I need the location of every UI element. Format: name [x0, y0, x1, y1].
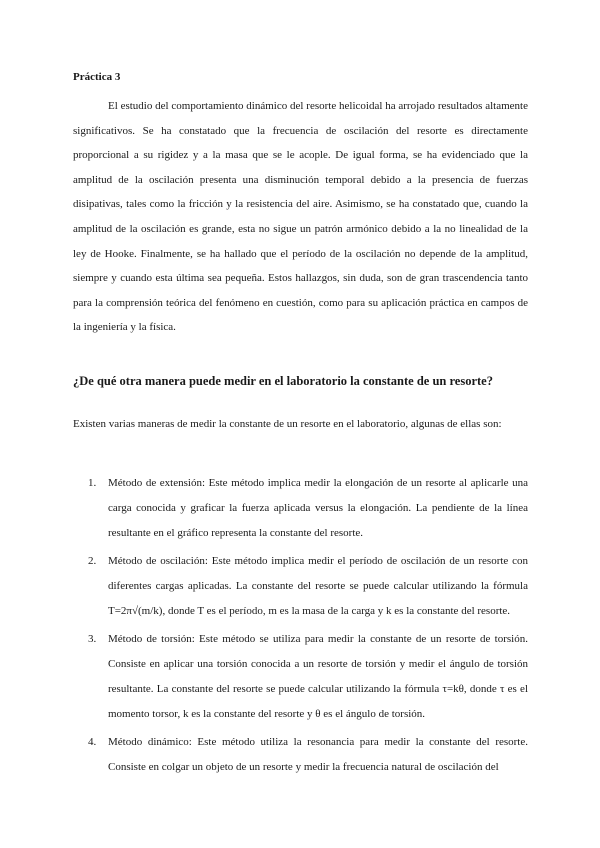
- list-number: 2.: [88, 555, 97, 567]
- intro-text: Existen varias maneras de medir la constante de un resorte en el laboratorio, algunas de ellas son:: [73, 418, 502, 430]
- list-item-text: Método de torsión: Este método se utiliza para medir la constante de un resorte de torsión. Consiste en aplicar una torsión conocida a un resorte de torsión y medir el ángulo de torsión resultante. La constante del resorte se puede calcular utilizando la fórmula τ=kθ, donde τ es el momento torsor, k es la constante del resorte y θ es el ángulo de torsión.: [108, 633, 528, 720]
- list-item: [73, 471, 528, 546]
- section-title: Práctica 3: [73, 71, 121, 83]
- methods-list: [73, 471, 528, 783]
- list-number: 1.: [88, 477, 97, 489]
- list-number: 4.: [88, 736, 97, 748]
- list-item-text: Método de extensión: Este método implica medir la elongación de un resorte al aplicarle una carga conocida y graficar la fuerza aplicada versus la elongación. La pendiente de la línea resultante en el gráfico representa la constante del resorte.: [108, 477, 528, 539]
- list-item-text: Método dinámico: Este método utiliza la resonancia para medir la constante del resorte. Consiste en colgar un objeto de un resorte y medir la frecuencia natural de oscilación del: [108, 736, 528, 773]
- question-heading: ¿De qué otra manera puede medir en el laboratorio la constante de un resorte?: [73, 374, 493, 388]
- list-item: [73, 549, 528, 624]
- conclusion-paragraph: El estudio del comportamiento dinámico del resorte helicoidal ha arrojado resultados altamente significativos. Se ha constatado que la frecuencia de oscilación del resorte es directamente proporcional a su rigidez y a la masa que se le acople. De igual forma, se ha evidenciado que la amplitud de la oscilación presenta una disminución temporal debido a la presencia de fuerzas disipativas, tales como la fricción y la resistencia del aire. Asimismo, se ha constatado que, cuando la amplitud de la oscilación es grande, esta no sigue un patrón armónico debido a la no linealidad de la ley de Hooke. Finalmente, se ha hallado que el período de la oscilación no depende de la amplitud, siempre y cuando esta última sea pequeña. Estos hallazgos, sin duda, son de gran trascendencia tanto para la comprensión teórica del fenómeno en cuestión, como para su aplicación práctica en campos de la ingeniería y la física.: [73, 100, 528, 334]
- list-item: [73, 730, 528, 780]
- list-item-text: Método de oscilación: Este método implica medir el período de oscilación de un resorte con diferentes cargas aplicadas. La constante del resorte se puede calcular utilizando la fórmula T=2π√(m/k), donde T es el período, m es la masa de la carga y k es la constante del resorte.: [108, 555, 528, 617]
- list-number: 3.: [88, 633, 97, 645]
- list-item: [73, 627, 528, 727]
